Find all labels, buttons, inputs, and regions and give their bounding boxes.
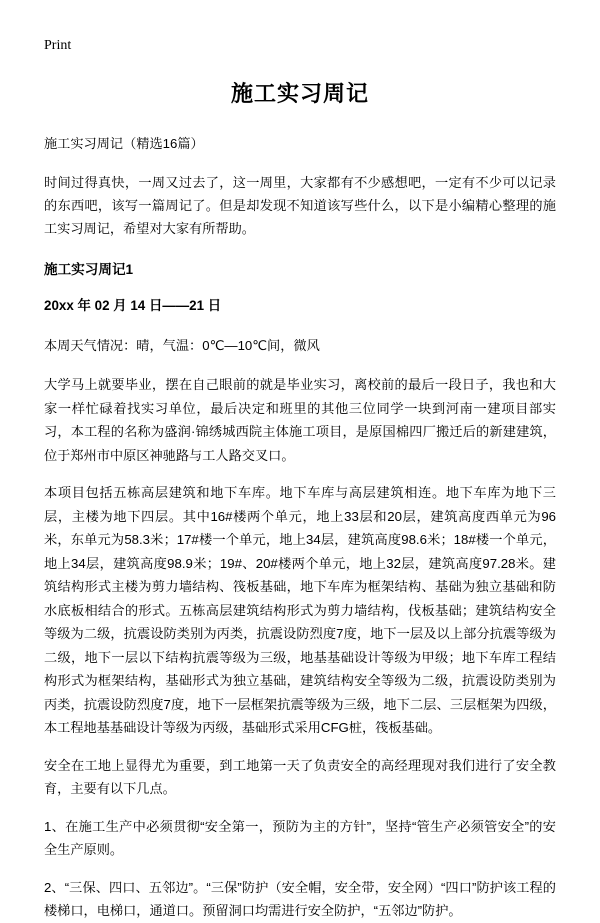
paragraph-3: 安全在工地上显得尤为重要，到工地第一天了负责安全的高经理现对我们进行了安全教育，主要有以下几点。 bbox=[44, 757, 556, 797]
document-subtitle: 施工实习周记（精选16篇） bbox=[44, 135, 204, 151]
paragraph-1: 大学马上就要毕业，摆在自己眼前的就是毕业实习，离校前的最后一段日子，我也和大家一样忙碌着找实习单位，最后决定和班里的其他三位同学一块到河南一建项目部实习，本工程的名称为盛润·锦绣城西院主体施工项目，是原国棉四厂搬迁后的新建建筑，位于郑州市中原区神驰路与工人路交叉口。 bbox=[44, 377, 556, 463]
page-title: 施工实习周记 bbox=[230, 80, 369, 106]
paragraph-5: 2、“三保、四口、五邻边”。“三保”防护（安全帽，安全带，安全网）“四口”防护该工程的楼梯口，电梯口，通道口。预留洞口均需进行安全防护，“五邻边”防护。 bbox=[44, 879, 556, 919]
paragraph-4: 1、在施工生产中必须贯彻“安全第一，预防为主的方针”，坚持“管生产必须管安全”的安全生产原则。 bbox=[44, 818, 556, 858]
print-button[interactable]: Print bbox=[44, 38, 72, 53]
section-heading: 施工实习周记1 bbox=[44, 262, 134, 278]
intro-paragraph: 时间过得真快，一周又过去了，这一周里，大家都有不少感想吧，一定有不少可以记录的东西吧，该写一篇周记了。但是却发现不知道该写些什么，以下是小编精心整理的施工实习周记，希望对大家有所帮助。 bbox=[44, 174, 556, 237]
date-line: 20xx 年 02 月 14 日——21 日 bbox=[44, 298, 222, 314]
weather-line: 本周天气情况：晴，气温：0℃—10℃间，微风 bbox=[44, 338, 320, 354]
paragraph-2: 本项目包括五栋高层建筑和地下车库。地下车库与高层建筑相连。地下车库为地下三层，主楼为地下四层。其中16#楼两个单元，地上33层和20层，建筑高度西单元为96米，东单元为58.3米；17#楼一个单元，地上34层，建筑高度98.6米；18#楼一个单元，地上34层，建筑高度98.9米；19#、20#楼两个单元，地上32层，建筑高度97.28米。建筑结构形式主楼为剪力墙结构、筏板基础，地下车库为框架结构、基础为独立基础和防水底板相结合的形式。五栋高层建筑结构形式为剪力墙结构，伐板基础；建筑结构安全等级为二级，抗震设防类别为丙类，抗震设防烈度7度，地下一层及以上部分抗震等级为二级，地下一层以下结构抗震等级为三级，地基基础设计等级为甲级；地下车库工程结构形式为框架结构，基础形式为独立基础，建筑结构安全等级为二级，抗震设防类别为丙类，抗震设防烈度7度，地下一层框架抗震等级为三级，地下二层、三层框架为四级，本工程地基基础设计等级为丙级，基础形式采用CFG桩，筏板基础。 bbox=[44, 485, 556, 736]
